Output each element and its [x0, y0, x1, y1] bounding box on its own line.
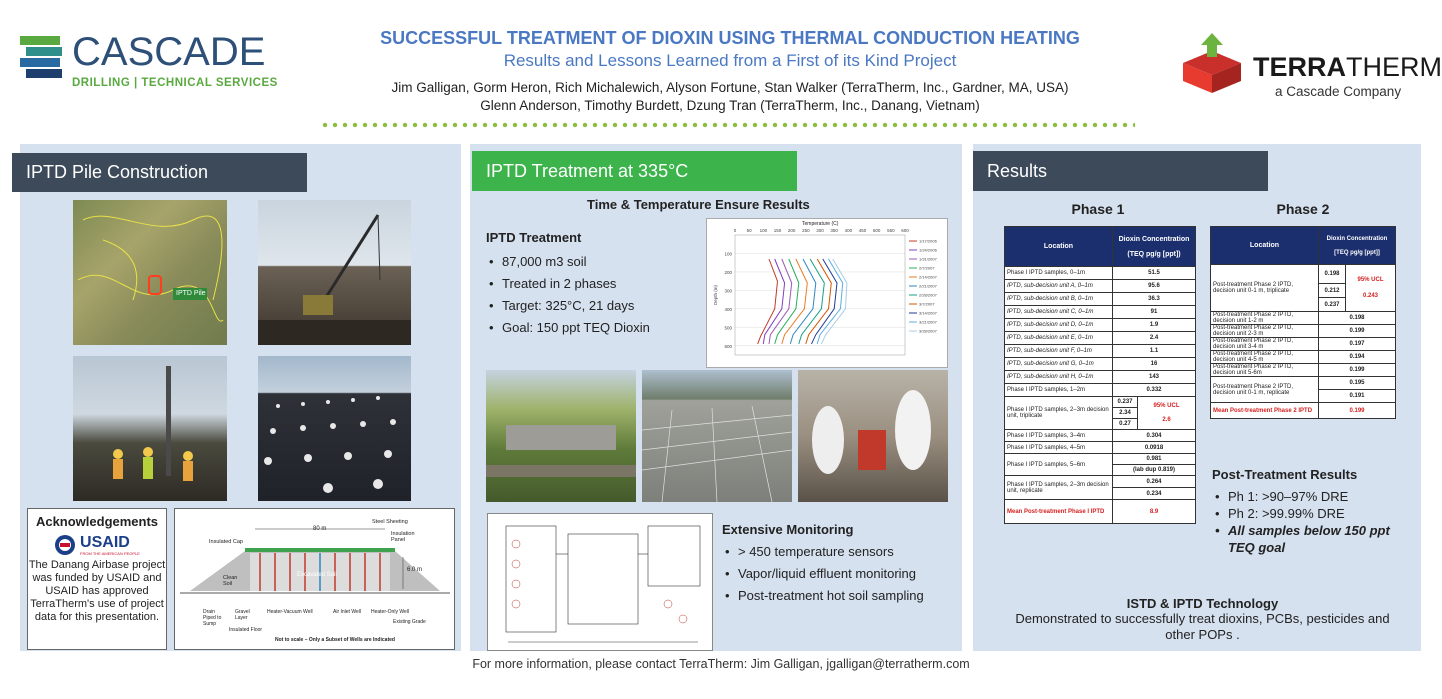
panel-1-title: IPTD Pile Construction [12, 153, 307, 192]
table-row [1005, 345, 1196, 358]
legend-entry: 2/14/2007 [919, 274, 937, 280]
phase-1-table [1004, 226, 1196, 524]
col-dioxin-label: Dioxin Concentration [1118, 235, 1190, 243]
triplicate-value: 2.34 [1113, 408, 1138, 419]
post-treatment-title: Post-Treatment Results [1212, 467, 1358, 482]
wellfield-photo [642, 370, 792, 502]
diagram-insulation-panel: Insulation Panel [391, 531, 415, 543]
table-row [1005, 476, 1196, 488]
x-tick-label: 300 [816, 228, 824, 233]
legend-entry: 1/24/2006 [919, 247, 937, 253]
triplicate-location: Phase I IPTD samples, 2–3m decision unit, triplicate [1005, 397, 1113, 430]
table-row-mean [1005, 500, 1196, 524]
pile-cross-section-diagram [174, 508, 455, 650]
p2-mean-location: Mean Post-treatment Phase 2 IPTD [1211, 403, 1319, 419]
table-row [1005, 358, 1196, 371]
table-row [1005, 371, 1196, 384]
col-location: Location [1005, 227, 1113, 267]
monitoring-layout-drawing [487, 513, 713, 651]
cascade-logo-mark [20, 36, 68, 82]
col-dioxin-2-label: Dioxin Concentration [1326, 235, 1388, 242]
row-location: IPTD, sub-decision unit G, 0–1m [1005, 358, 1113, 371]
row-value: 2.4 [1113, 332, 1196, 345]
authors-line-1: Jim Galligan, Gorm Heron, Rich Michalewich, Alyson Fortune, Stan Walker (TerraTherm, Inc., Gardner, MA, USA) [391, 80, 1069, 95]
row-dup: (lab dup 0.819) [1113, 465, 1196, 476]
p2-mean-value: 0.199 [1319, 403, 1396, 419]
table-row [1211, 377, 1396, 390]
post-treatment-list [1212, 488, 1412, 556]
table-row [1211, 265, 1396, 284]
table-row [1005, 267, 1196, 280]
x-tick-label: 500 [872, 228, 881, 233]
table-row [1211, 312, 1396, 325]
replicate-location: Phase I IPTD samples, 2–3m decision unit, replicate [1005, 476, 1113, 500]
diagram-gravel: Gravel Layer [235, 609, 250, 621]
usaid-name: USAID [80, 533, 130, 551]
cascade-tagline: DRILLING | TECHNICAL SERVICES [72, 77, 278, 89]
treatment-section [486, 230, 696, 339]
post-treatment-section [1212, 467, 1412, 556]
diagram-height-label: 6.0 m [407, 567, 423, 573]
y-tick-label: 100 [724, 251, 732, 257]
terratherm-light: THERM [1346, 52, 1442, 82]
p2-triplicate-value: 0.237 [1319, 298, 1346, 312]
usaid-sub: FROM THE AMERICAN PEOPLE [80, 550, 140, 556]
row-location: IPTD, sub-decision unit F, 0–1m [1005, 345, 1113, 358]
diagram-heater-only: Heater-Only Well [371, 609, 409, 615]
legend-entry: 3/21/2007 [919, 319, 937, 325]
chart-title: Temperature (C) [802, 221, 839, 227]
panel-2-title: IPTD Treatment at 335°C [472, 151, 797, 191]
legend-entry: 1/31/2007 [919, 256, 937, 262]
row-location: Phase I IPTD samples, 0–1m [1005, 267, 1113, 280]
table-row [1005, 306, 1196, 319]
wells-photo [258, 356, 411, 501]
table-row [1005, 332, 1196, 345]
row-location: IPTD, sub-decision unit A, 0–1m [1005, 280, 1113, 293]
row-location: IPTD, sub-decision unit C, 0–1m [1005, 306, 1113, 319]
diagram-heater-vacuum: Heater-Vacuum Well [267, 609, 313, 615]
workers-photo [73, 356, 227, 501]
table-row [1005, 430, 1196, 442]
diagram-insulated-floor: Insulated Floor [229, 627, 263, 633]
col-dioxin-units: (TEQ pg/g [ppt]) [1127, 250, 1181, 258]
row-location: Post-treatment Phase 2 IPTD, decision unit 2-3 m [1211, 325, 1319, 338]
row-value: 16 [1113, 358, 1196, 371]
istd-text: Demonstrated to successfully treat dioxins, PCBs, pesticides and other POPs . [1015, 611, 1390, 642]
table-row [1005, 293, 1196, 306]
treatment-item: • Treated in 2 phases [486, 273, 696, 295]
authors-line-2: Glenn Anderson, Timothy Burdett, Dzung Tran (TerraTherm, Inc., Danang, Vietnam) [480, 98, 980, 113]
row-location: Phase I IPTD samples, 5–6m [1005, 454, 1113, 476]
x-tick-label: 450 [858, 228, 867, 233]
row-location: Phase I IPTD samples, 1–2m [1005, 384, 1113, 397]
terratherm-bold: TERRA [1253, 52, 1346, 82]
row-location: Post-treatment Phase 2 IPTD, decision unit 1-2 m [1211, 312, 1319, 325]
diagram-note: Not to scale – Only a Subset of Wells are Indicated [275, 637, 395, 643]
p2-triplicate-ucl [1346, 265, 1396, 312]
post-item: • Ph 1: >90–97% DRE [1212, 488, 1412, 505]
row-location: IPTD, sub-decision unit D, 0–1m [1005, 319, 1113, 332]
row-location: IPTD, sub-decision unit H, 0–1m [1005, 371, 1113, 384]
triplicate-ucl-label: 95% UCL [1153, 403, 1180, 409]
diagram-drain: Drain Piped to Sump [203, 609, 222, 627]
row-value: 0.981 [1113, 454, 1196, 465]
col-dioxin-2 [1319, 227, 1396, 265]
table-row [1211, 364, 1396, 377]
triplicate-ucl-value: 2.6 [1162, 417, 1171, 423]
panel-2-heading: Time & Temperature Ensure Results [587, 197, 810, 212]
monitoring-item: • Post-treatment hot soil sampling [722, 585, 962, 607]
treatment-item: • Target: 325°C, 21 days [486, 295, 696, 317]
treatment-item: • Goal: 150 ppt TEQ Dioxin [486, 317, 696, 339]
y-tick-label: 300 [724, 288, 732, 294]
diagram-excavated-soil: Excavated Soil [297, 572, 337, 578]
phase-1-rows [1005, 267, 1196, 397]
usaid-logo [28, 534, 166, 556]
row-value: 51.5 [1113, 267, 1196, 280]
legend-entry: 3/28/2007 [919, 328, 937, 334]
legend-entry: 2/7/2007 [919, 265, 935, 271]
x-tick-label: 50 [746, 228, 752, 233]
row-value: 143 [1113, 371, 1196, 384]
treatment-list [486, 251, 696, 339]
p2-replicate-value: 0.195 [1319, 377, 1396, 390]
row-location: Post-treatment Phase 2 IPTD, decision unit 5-6m [1211, 364, 1319, 377]
monitoring-title: Extensive Monitoring [722, 522, 854, 537]
footer-contact: For more information, please contact TerraTherm: Jim Galligan, jgalligan@terratherm.com [472, 657, 970, 671]
table-row [1005, 442, 1196, 454]
map-label: IPTD Pile [176, 290, 206, 297]
aerial-photo [486, 370, 636, 502]
col-location-2: Location [1211, 227, 1319, 265]
table-row [1005, 384, 1196, 397]
table-row [1005, 397, 1196, 408]
x-tick-label: 400 [844, 228, 853, 233]
monitoring-item: • Vapor/liquid effluent monitoring [722, 563, 962, 585]
site-map-photo [73, 200, 227, 345]
mean-location: Mean Post-treatment Phase I IPTD [1005, 500, 1113, 524]
panel-3-title: Results [973, 151, 1268, 191]
table-row [1005, 280, 1196, 293]
table-row [1005, 319, 1196, 332]
poster-subtitle: Results and Lessons Learned from a First of its Kind Project [503, 51, 957, 70]
x-tick-label: 100 [759, 228, 768, 233]
row-value: 0.199 [1319, 325, 1396, 338]
table-row [1005, 454, 1196, 465]
row-value: 0.0918 [1113, 442, 1196, 454]
row-value: 0.194 [1319, 351, 1396, 364]
temperature-chart [706, 218, 948, 368]
table-row [1211, 351, 1396, 364]
y-tick-label: 600 [724, 343, 732, 349]
diagram-air-inlet: Air Inlet Well [333, 609, 361, 615]
terratherm-tagline: a Cascade Company [1275, 84, 1402, 99]
diagram-existing-grade: Existing Grade [393, 619, 426, 625]
terratherm-logo-text [1253, 52, 1442, 83]
y-tick-label: 200 [724, 269, 732, 275]
legend-entry: 1/17/2006 [919, 238, 937, 244]
phase-2-rows [1211, 312, 1396, 377]
phase-2-title: Phase 2 [1276, 201, 1330, 217]
row-value: 0.198 [1319, 312, 1396, 325]
post-item-bold: • All samples below 150 ppt TEQ goal [1212, 522, 1412, 556]
p2-replicate-location: Post-treatment Phase 2 IPTD, decision unit 0-1 m, replicate [1211, 377, 1319, 403]
p2-triplicate-value: 0.198 [1319, 265, 1346, 284]
mean-value: 8.9 [1113, 500, 1196, 524]
diagram-insulated-cap: Insulated Cap [209, 539, 243, 545]
row-value: 0.199 [1319, 364, 1396, 377]
legend-entry: 2/21/2007 [919, 283, 937, 289]
legend-entry: 2/28/2007 [919, 292, 937, 298]
p2-ucl-value: 0.243 [1362, 293, 1378, 299]
row-value: 95.6 [1113, 280, 1196, 293]
diagram-clean-soil: Clean Soil [223, 575, 238, 587]
diagram-steel-sheeting: Steel Sheeting [372, 519, 408, 525]
acknowledgements-title: Acknowledgements [35, 514, 159, 529]
p2-triplicate-value: 0.212 [1319, 284, 1346, 298]
acknowledgements-text: The Danang Airbase project was funded by USAID and USAID has approved TerraTherm's use of project data for this presentation. [28, 559, 166, 623]
table-row-mean [1211, 403, 1396, 419]
p2-ucl-label: 95% UCL [1357, 277, 1384, 283]
treatment-item: • 87,000 m3 soil [486, 251, 696, 273]
replicate-value: 0.264 [1113, 476, 1196, 488]
row-location: Post-treatment Phase 2 IPTD, decision unit 3-4 m [1211, 338, 1319, 351]
p2-triplicate-location: Post-treatment Phase 2 IPTD, decision unit 0-1 m, triplicate [1211, 265, 1319, 312]
authors [300, 79, 1160, 115]
phase-2-table [1210, 226, 1396, 419]
replicate-value: 0.234 [1113, 488, 1196, 500]
x-tick-label: 0 [733, 228, 737, 233]
istd-title: ISTD & IPTD Technology [1126, 596, 1279, 611]
crane-photo [258, 200, 411, 345]
y-tick-label: 500 [724, 325, 732, 331]
phase-1-title: Phase 1 [1071, 201, 1125, 217]
treatment-title: IPTD Treatment [486, 230, 582, 245]
row-value: 0.332 [1113, 384, 1196, 397]
x-tick-label: 150 [773, 228, 782, 233]
triplicate-value: 0.27 [1113, 419, 1138, 430]
diagram-width-label: 80 m [313, 526, 327, 532]
triplicate-ucl [1138, 397, 1196, 430]
row-value: 1.9 [1113, 319, 1196, 332]
row-location: Phase I IPTD samples, 4–5m [1005, 442, 1113, 454]
cascade-logo-text: CASCADE [72, 30, 266, 74]
table-row [1211, 325, 1396, 338]
col-dioxin-2-units: [TEQ pg/g [ppt]] [1334, 249, 1380, 256]
acknowledgements-box [27, 508, 167, 650]
row-value: 91 [1113, 306, 1196, 319]
sampling-photo [798, 370, 948, 502]
p2-replicate-value: 0.191 [1319, 390, 1396, 403]
x-tick-label: 550 [887, 228, 895, 233]
terratherm-logo-mark [1177, 33, 1247, 93]
row-location: IPTD, sub-decision unit E, 0–1m [1005, 332, 1113, 345]
temperature-chart-svg [707, 219, 947, 367]
legend-entry: 3/14/2007 [919, 310, 937, 316]
row-value: 0.304 [1113, 430, 1196, 442]
x-tick-label: 250 [802, 228, 810, 233]
table-row [1211, 338, 1396, 351]
monitoring-list [722, 541, 962, 607]
y-axis-label: Depth (m) [713, 284, 718, 306]
row-value: 0.197 [1319, 338, 1396, 351]
poster-title: SUCCESSFUL TREATMENT OF DIOXIN USING THERMAL CONDUCTION HEATING [380, 28, 1080, 48]
triplicate-value: 0.237 [1113, 397, 1138, 408]
row-location: IPTD, sub-decision unit B, 0–1m [1005, 293, 1113, 306]
row-value: 36.3 [1113, 293, 1196, 306]
x-tick-label: 200 [787, 228, 796, 233]
row-value: 1.1 [1113, 345, 1196, 358]
x-tick-label: 350 [830, 228, 838, 233]
post-item: • Ph 2: >99.99% DRE [1212, 505, 1412, 522]
x-tick-label: 600 [901, 228, 909, 233]
y-tick-label: 400 [724, 306, 732, 312]
monitoring-item: • > 450 temperature sensors [722, 541, 962, 563]
row-location: Post-treatment Phase 2 IPTD, decision unit 4-5 m [1211, 351, 1319, 364]
usaid-seal-icon [54, 534, 76, 556]
dotted-divider [320, 121, 1135, 129]
legend-entry: 3/7/2007 [919, 301, 935, 307]
col-dioxin [1113, 227, 1196, 267]
monitoring-section [722, 522, 962, 607]
istd-section [1000, 596, 1405, 643]
row-location: Phase I IPTD samples, 3–4m [1005, 430, 1113, 442]
